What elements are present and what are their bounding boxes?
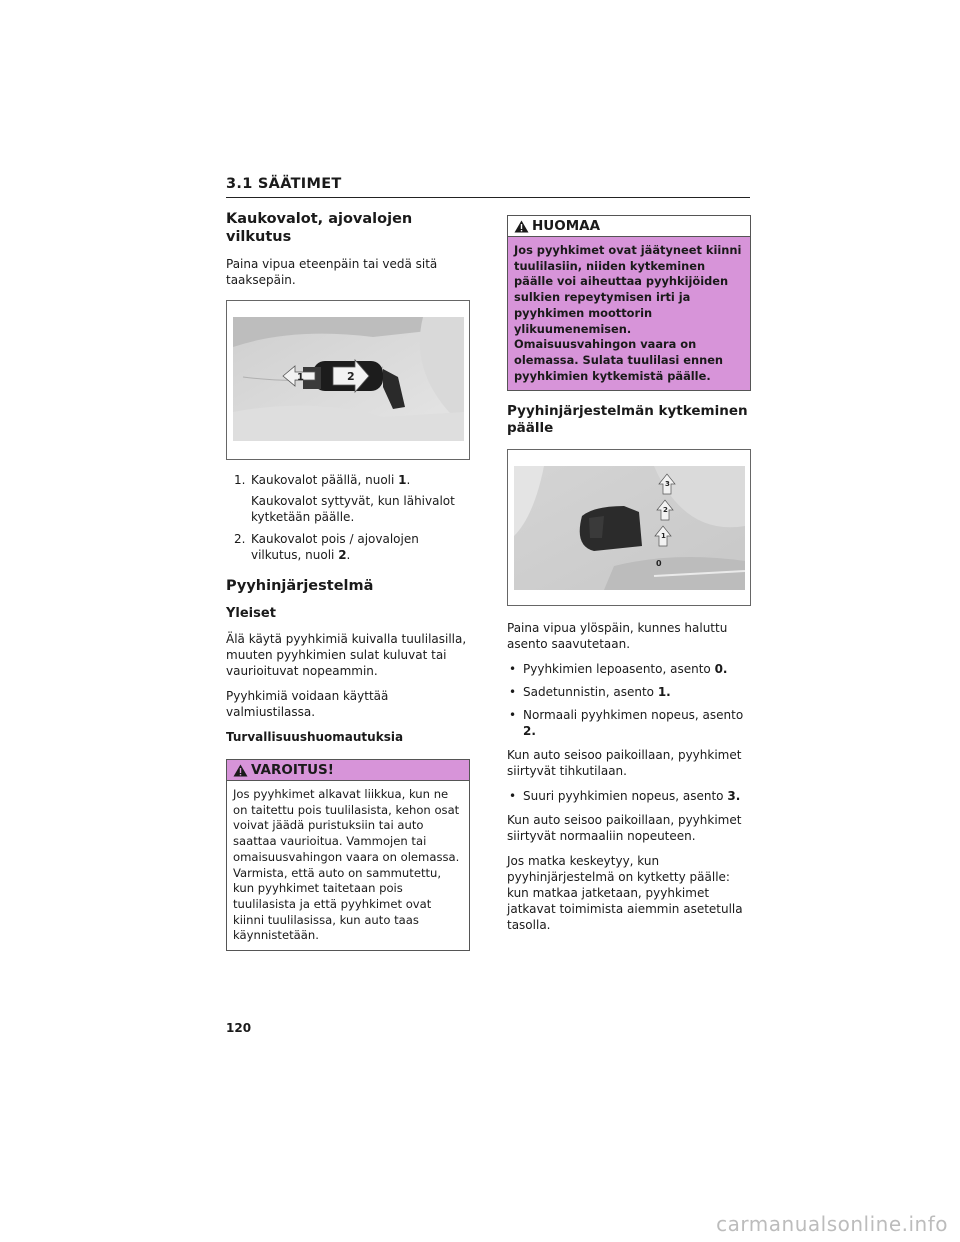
general-paragraph-2: Pyyhkimiä voidaan käyttää valmiustilassa. (226, 689, 389, 719)
position-1-label: 1 (661, 532, 666, 541)
general-paragraph-1: Älä käytä pyyhkimiä kuivalla tuulilasilla, muuten pyyhkimien sulat kuluvat tai vaurioituvat nopeammin. (226, 632, 467, 678)
list-item: • Normaali pyyhkimen nopeus, asento 2. (509, 708, 744, 739)
arrow-2-label: 2 (347, 370, 355, 383)
notice-title: HUOMAA (532, 218, 601, 234)
wiper-intro: Paina vipua ylöspäin, kunnes haluttu asento saavutetaan. (507, 621, 728, 652)
left-column (226, 210, 470, 951)
right-column (507, 210, 751, 942)
notice-header (508, 216, 750, 237)
heading-wiper-activation: Pyyhinjärjestelmän kytkeminen päälle (507, 403, 748, 437)
warning-title: VAROITUS! (251, 762, 334, 778)
wiper-lever-illustration (514, 466, 745, 590)
section-header: 3.1 SÄÄTIMET (226, 176, 750, 198)
warning-triangle-icon (233, 764, 248, 777)
warning-box (226, 759, 470, 951)
wiper-paragraph-2: Kun auto seisoo paikoillaan, pyyhkimet siirtyvät normaaliin nopeuteen. (507, 813, 742, 844)
watermark: carmanualsonline.info (716, 1212, 948, 1236)
figure-wiper-lever (507, 449, 751, 606)
notice-triangle-icon (514, 220, 529, 233)
warning-header (227, 760, 469, 781)
position-2-label: 2 (663, 506, 668, 515)
wiper-positions-list (507, 661, 751, 739)
high-beam-intro: Paina vipua eteenpäin tai vedä sitä taaksepäin. (226, 257, 438, 287)
position-0-label: 0 (656, 559, 662, 569)
wiper-high-speed-list (507, 788, 751, 804)
wiper-paragraph-1: Kun auto seisoo paikoillaan, pyyhkimet siirtyvät tihkutilaan. (507, 748, 742, 779)
wiper-paragraph-3: Jos matka keskeytyy, kun pyyhinjärjestelmä on kytketty päälle: kun matkaa jatketaan, pyyhkimet jatkavat toimimista aiemmin asetetulla tasolla. (507, 854, 743, 933)
step-1-detail: Kaukovalot syttyvät, kun lähivalot kytketään päälle. (251, 494, 455, 524)
figure-high-beam-lever (226, 300, 470, 460)
list-item: • Suuri pyyhkimien nopeus, asento 3. (509, 789, 741, 804)
heading-safety-notes: Turvallisuushuomautuksia (226, 730, 404, 744)
arrow-1-label: 1 (297, 372, 304, 383)
high-beam-lever-illustration (233, 317, 464, 441)
page-number: 120 (226, 1021, 252, 1035)
high-beam-steps (226, 472, 470, 563)
list-item: 2. Kaukovalot pois / ajovalojen vilkutus, nuoli 2. (234, 532, 419, 562)
heading-high-beam: Kaukovalot, ajovalojen vilkutus (226, 211, 413, 245)
list-item: • Sadetunnistin, asento 1. (509, 685, 671, 700)
notice-box (507, 215, 751, 391)
heading-general: Yleiset (226, 606, 276, 621)
list-item: • Pyyhkimien lepoasento, asento 0. (509, 662, 728, 677)
warning-text: Jos pyyhkimet alkavat liikkua, kun ne on taitettu pois tuulilasista, kehon osat voivat jäädä puristuksiin tai auto saattaa vaurioitua. Vammojen tai omaisuusvahingon vaara on olemassa. Varmista, että auto on sammutettu, kun pyyhkimet taitetaan pois tuulilasista ja että pyyhkimet ovat kiinni tuulilasissa, kun auto taas käynnistetään. (233, 787, 460, 943)
list-item: 1. Kaukovalot päällä, nuoli 1. Kaukovalot syttyvät, kun lähivalot kytketään päälle. (226, 472, 470, 525)
position-3-label: 3 (665, 480, 670, 489)
notice-text: Jos pyyhkimet ovat jäätyneet kiinni tuulilasiin, niiden kytkeminen päälle voi aiheuttaa pyyhkijöiden sulkien repeytymisen irti ja pyyhkimen moottorin ylikuumenemisen. Omaisuusvahingon vaara on olemassa. Sulata tuulilasi ennen pyyhkimien kytkemistä päälle. (508, 237, 750, 390)
heading-wiper-system: Pyyhinjärjestelmä (226, 578, 374, 594)
